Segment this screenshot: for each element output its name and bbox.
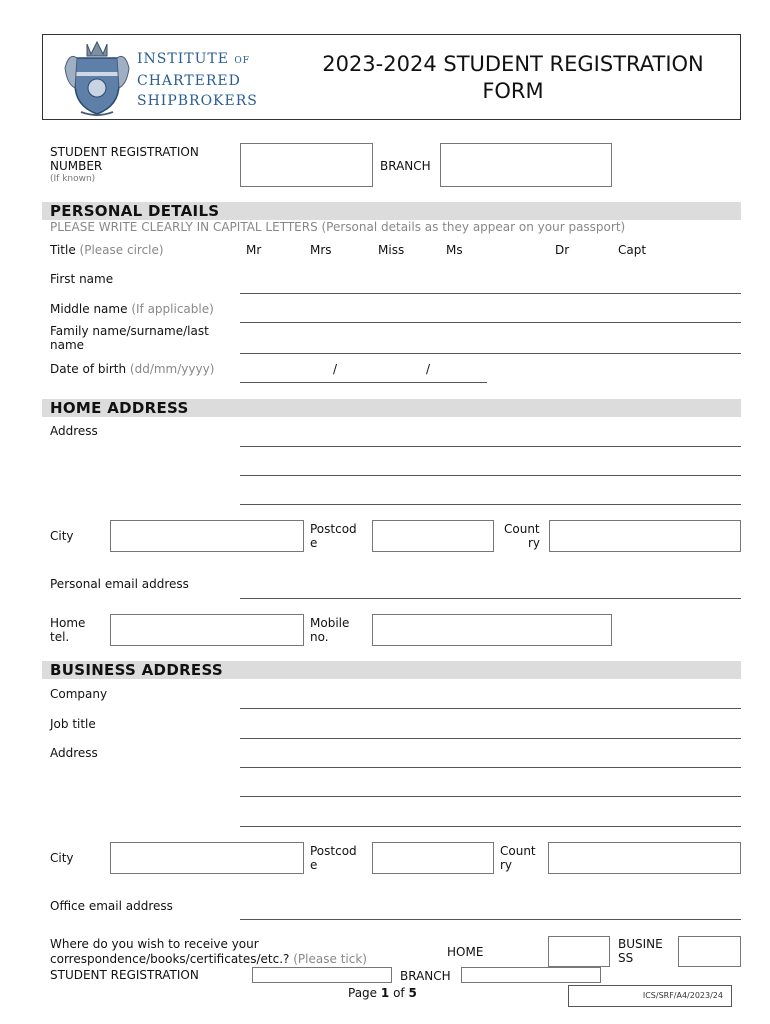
middle-name-text: Middle name (50, 302, 128, 316)
office-email-field[interactable] (240, 919, 741, 920)
page-indicator (348, 986, 417, 1000)
correspondence-business-label: BUSINE (618, 937, 663, 951)
business-postcode-label-2: e (310, 858, 318, 872)
family-name-field[interactable] (240, 353, 741, 354)
business-address-line-1[interactable] (240, 767, 741, 768)
mobile-label-2: no. (310, 630, 329, 644)
dob-hint: (dd/mm/yyyy) (129, 362, 215, 376)
correspondence-question: Where do you wish to receive your (50, 937, 259, 951)
business-country-label-2: ry (500, 858, 513, 872)
business-city-input[interactable] (110, 842, 304, 874)
company-label: Company (50, 687, 108, 701)
reg-number-hint: (If known) (50, 174, 96, 184)
personal-email-field[interactable] (240, 598, 741, 599)
home-address-line-1[interactable] (240, 446, 741, 447)
institute-crest-logo (61, 38, 133, 118)
page-number: 1 (380, 986, 390, 1000)
dob-field[interactable] (240, 382, 487, 383)
business-address-line-3[interactable] (240, 826, 741, 827)
correspondence-home-checkbox[interactable] (548, 936, 610, 967)
business-postcode-label: Postcod (310, 844, 357, 858)
dob-label (50, 362, 214, 376)
correspondence-question-text: correspondence/books/certificates/etc.? (50, 952, 290, 966)
branch-input[interactable] (440, 143, 612, 187)
personal-details-heading-text: PERSONAL DETAILS (50, 202, 220, 220)
home-country-label: Count (504, 522, 540, 536)
footer-reg-label: STUDENT REGISTRATION (50, 968, 199, 982)
job-title-field[interactable] (240, 738, 741, 739)
mobile-input[interactable] (372, 614, 612, 646)
title-label-text: Title (50, 243, 76, 257)
correspondence-question-2 (50, 952, 367, 966)
logo-line-shipbrokers: SHIPBROKERS (137, 93, 258, 109)
home-address-heading (42, 399, 741, 417)
title-option-capt[interactable]: Capt (618, 243, 647, 257)
home-address-line-3[interactable] (240, 504, 741, 505)
home-address-label: Address (50, 424, 98, 438)
business-country-label: Count (500, 844, 536, 858)
personal-instruction: PLEASE WRITE CLEARLY IN CAPITAL LETTERS (Personal details as they appear on your passport) (50, 220, 626, 234)
form-header (42, 34, 741, 120)
title-option-miss[interactable]: Miss (378, 243, 405, 257)
home-postcode-label: Postcod (310, 522, 357, 536)
business-city-label: City (50, 851, 74, 865)
page-prefix: Page (348, 986, 378, 1000)
correspondence-hint: (Please tick) (293, 952, 367, 966)
home-country-label-2: ry (528, 536, 541, 550)
logo-text (137, 49, 258, 111)
business-address-label: Address (50, 746, 98, 760)
footer-reg-input[interactable] (252, 967, 392, 983)
reg-number-label: STUDENT REGISTRATION (50, 145, 199, 159)
company-field[interactable] (240, 708, 741, 709)
business-postcode-input[interactable] (372, 842, 494, 874)
job-title-label: Job title (50, 717, 96, 731)
page-title (293, 51, 733, 105)
logo-of: OF (234, 56, 251, 66)
title-option-mr[interactable]: Mr (246, 243, 262, 257)
personal-email-label: Personal email address (50, 577, 189, 591)
first-name-label: First name (50, 272, 114, 286)
form-code-box (568, 985, 732, 1007)
home-postcode-input[interactable] (372, 520, 494, 552)
middle-name-label (50, 302, 214, 316)
title-line-1: 2023-2024 STUDENT REGISTRATION (322, 52, 704, 76)
title-line-2: FORM (482, 79, 544, 103)
dob-text: Date of birth (50, 362, 127, 376)
home-address-line-2[interactable] (240, 475, 741, 476)
home-postcode-label-2: e (310, 536, 318, 550)
form-code: ICS/SRF/A4/2023/24 (642, 991, 723, 1000)
home-tel-label: Home (50, 616, 86, 630)
page-total: 5 (408, 986, 417, 1000)
family-name-label: Family name/surname/last (50, 324, 209, 338)
home-city-input[interactable] (110, 520, 304, 552)
footer-branch-label: BRANCH (400, 969, 451, 983)
footer-branch-input[interactable] (461, 967, 601, 983)
home-address-heading-text: HOME ADDRESS (50, 399, 189, 417)
title-option-ms[interactable]: Ms (446, 243, 463, 257)
logo-line-institute: INSTITUTE (137, 51, 229, 67)
office-email-label: Office email address (50, 899, 173, 913)
title-option-dr[interactable]: Dr (555, 243, 570, 257)
business-country-input[interactable] (548, 842, 741, 874)
branch-label: BRANCH (380, 159, 431, 173)
middle-name-field[interactable] (240, 322, 741, 323)
home-country-input[interactable] (549, 520, 741, 552)
home-tel-input[interactable] (110, 614, 304, 646)
logo-line-chartered: CHARTERED (137, 73, 241, 89)
business-address-heading (42, 661, 741, 679)
business-address-line-2[interactable] (240, 796, 741, 797)
home-tel-label-2: tel. (50, 630, 70, 644)
home-city-label: City (50, 529, 74, 543)
family-name-label-2: name (50, 338, 85, 352)
page-of: of (393, 986, 405, 1000)
correspondence-home-label: HOME (447, 945, 484, 959)
dob-separator-2: / (426, 362, 431, 376)
title-hint: (Please circle) (79, 243, 164, 257)
dob-separator-1: / (333, 362, 338, 376)
title-option-mrs[interactable]: Mrs (310, 243, 332, 257)
mobile-label: Mobile (310, 616, 350, 630)
business-address-heading-text: BUSINESS ADDRESS (50, 661, 223, 679)
correspondence-business-checkbox[interactable] (678, 936, 741, 967)
correspondence-business-label-2: SS (618, 951, 634, 965)
personal-details-heading (42, 202, 741, 220)
reg-number-label-2: NUMBER (50, 159, 103, 173)
first-name-field[interactable] (240, 293, 741, 294)
title-label (50, 243, 164, 257)
middle-name-hint: (If applicable) (131, 302, 214, 316)
reg-number-input[interactable] (240, 143, 373, 187)
